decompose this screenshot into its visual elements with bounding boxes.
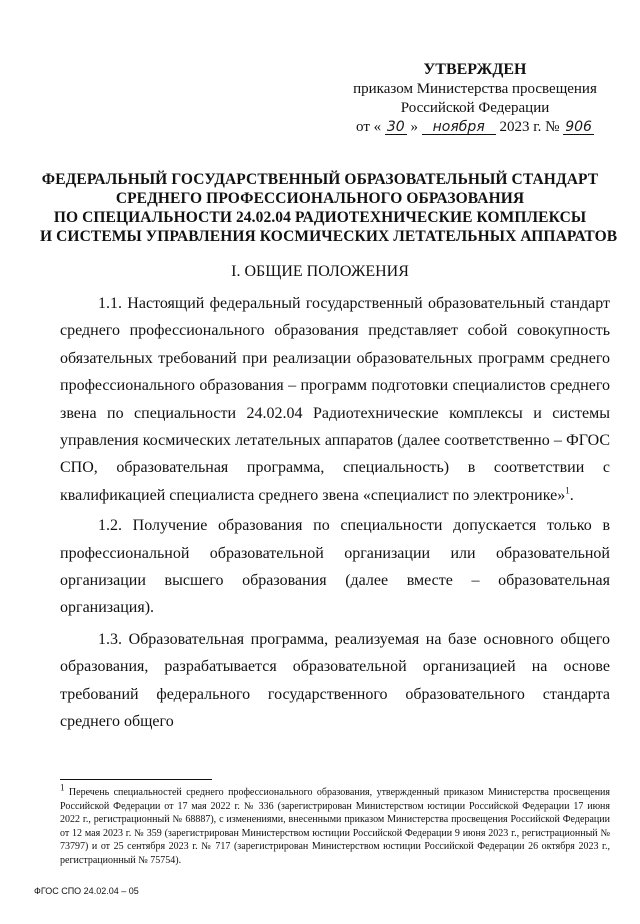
handwritten-number: 906 [565,119,592,135]
approval-title: УТВЕРЖДЕН [423,61,527,78]
footnote [60,782,610,868]
title-line-4: И СИСТЕМЫ УПРАВЛЕНИЯ КОСМИЧЕСКИХ ЛЕТАТЕЛЬНЫХ АППАРАТОВ [40,228,618,245]
date-quote: » [410,119,418,135]
footer-code: ФГОС СПО 24.02.04 – 05 [34,886,139,896]
paragraph-1-1-end: . [569,486,574,504]
paragraph-1-2: 1.2. Получение образования по специальности допускается только в профессиональной образовательной организации или образовательной организации высшего образования (далее вместе – образовательная организация). [60,517,610,617]
approval-stamp [340,60,610,137]
footnote-text: Перечень специальностей среднего профессионального образования, утвержденный приказом Министерства просвещения Российской Федерации от 17 мая 2022 г. № 336 (зарегистрирован Министерством юстиции Российской Федерации 17 июня 2022 г., регистрационный № 68887), с изменениями, внесенными приказом Министерства просвещения Российской Федерации от 12 мая 2023 г. № 359 (зарегистрирован Министерством юстиции Российской Федерации 9 июня 2023 г., регистрационный № 73797) и от 25 сентября 2023 г. № 717 (зарегистрирован Министерством юстиции Российской Федерации 26 октября 2023 г., регистрационный № 75754). [60,787,610,866]
date-prefix: от « [356,119,382,135]
standard-title [40,170,618,246]
title-line-1: ФЕДЕРАЛЬНЫЙ ГОСУДАРСТВЕННЫЙ ОБРАЗОВАТЕЛЬНЫЙ СТАНДАРТ [41,171,599,188]
paragraph-1-3: 1.3. Образовательная программа, реализуемая на базе основного общего образования, разрабатывается образовательной организацией на основе требований федерального государственного образовательного стандарта среднего общего [60,630,610,731]
section-heading: I. ОБЩИЕ ПОЛОЖЕНИЯ [231,263,409,280]
title-line-3: ПО СПЕЦИАЛЬНОСТИ 24.02.04 РАДИОТЕХНИЧЕСКИЕ КОМПЛЕКСЫ [53,209,587,226]
footnote-divider [60,779,212,780]
footnote-marker: 1 [60,782,65,793]
approval-date-line [340,118,610,137]
title-line-2: СРЕДНЕГО ПРОФЕССИОНАЛЬНОГО ОБРАЗОВАНИЯ [115,190,525,207]
date-year: 2023 г. № [499,119,560,135]
paragraph-1-1 [60,290,610,509]
handwritten-day: 30 [386,119,405,135]
approval-line-2: Российской Федерации [400,100,550,116]
footnote-ref[interactable]: 1 [565,485,570,496]
paragraph-1-1-text: 1.1. Настоящий федеральный государственный образовательный стандарт среднего профессионального образования представляет собой совокупность обязательных требований при реализации образовательных программ среднего профессионального образования – программ подготовки специалистов среднего звена по специальности 24.02.04 Радиотехнические комплексы и системы управления космических летательных аппаратов (далее соответственно – ФГОС СПО, образовательная программа, специальность) в соответствии с квалификацией специалиста среднего звена «специалист по электронике» [60,295,610,504]
approval-line-1: приказом Министерства просвещения [353,81,597,97]
body-text [60,290,610,736]
handwritten-month: ноября [422,120,496,135]
